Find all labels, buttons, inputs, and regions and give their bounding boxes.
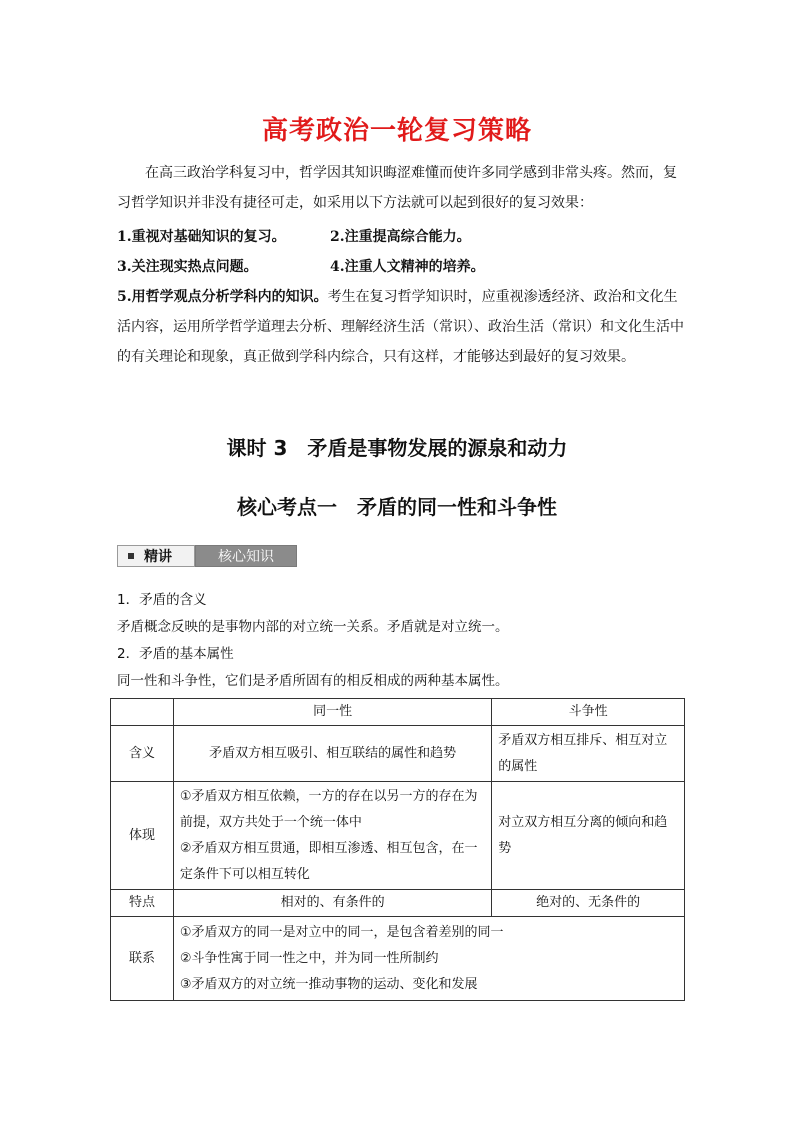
cell-relation: [173, 917, 684, 1001]
item-2-text: 同一性和斗争性，它们是矛盾所固有的相反相成的两种基本属性。: [117, 673, 509, 689]
cell-identity-meaning: 矛盾双方相互吸引、相互联结的属性和趋势: [173, 726, 491, 782]
point-5: [117, 282, 685, 372]
square-bullet-icon: [128, 553, 134, 559]
relation-line-1: ①矛盾双方的同一是对立中的同一，是包含着差别的同一: [179, 924, 504, 940]
point-4: 4.注重人文精神的培养。: [330, 259, 485, 275]
relation-line-3: ③矛盾双方的对立统一推动事物的运动、变化和发展: [179, 976, 478, 992]
cell-identity-manifestation: [173, 782, 491, 890]
table-row: [111, 782, 685, 890]
section-tag: [117, 545, 297, 567]
identity-manifestation-2: ②矛盾双方相互贯通，即相互渗透、相互包含，在一定条件下可以相互转化: [179, 840, 478, 882]
header-struggle: 斗争性: [492, 699, 685, 726]
lesson-title: 课时 3 矛盾是事物发展的源泉和动力: [226, 436, 568, 460]
row-label-relation: 联系: [111, 917, 174, 1001]
item-1-heading: 1．矛盾的含义: [117, 592, 207, 608]
cell-identity-feature: 相对的、有条件的: [173, 890, 491, 917]
row-label-feature: 特点: [111, 890, 174, 917]
item-2-heading: 2．矛盾的基本属性: [117, 646, 234, 662]
point-5-text: 考生在复习哲学知识时，应重视渗透经济、政治和文化生活内容，运用所学哲学道理去分析、理解经济生活（常识）、政治生活（常识）和文化生活中的有关理论和现象，真正做到学科内综合，只有这样，才能够达到最好的复习效果。: [117, 289, 684, 365]
intro-paragraph: 在高三政治学科复习中，哲学因其知识晦涩难懂而使许多同学感到非常头疼。然而，复习哲学知识并非没有捷径可走，如采用以下方法就可以起到很好的复习效果：: [117, 165, 677, 211]
header-identity: 同一性: [173, 699, 491, 726]
cell-struggle-manifestation: 对立双方相互分离的倾向和趋势: [492, 782, 685, 890]
section-title: 核心考点一 矛盾的同一性和斗争性: [237, 495, 557, 519]
item-1-text: 矛盾概念反映的是事物内部的对立统一关系。矛盾就是对立统一。: [117, 619, 509, 635]
cell-struggle-meaning: 矛盾双方相互排斥、相互对立的属性: [492, 726, 685, 782]
tag-jingjiang: 精讲: [117, 545, 195, 567]
point-5-heading: 5.用哲学观点分析学科内的知识。: [117, 289, 328, 305]
tag-core-knowledge: 核心知识: [195, 545, 297, 567]
identity-manifestation-1: ①矛盾双方相互依赖，一方的存在以另一方的存在为前提，双方共处于一个统一体中: [179, 788, 478, 830]
comparison-table: [110, 698, 685, 1001]
table-row: [111, 890, 685, 917]
page-title: 高考政治一轮复习策略: [261, 116, 532, 146]
point-2: 2.注重提高综合能力。: [330, 229, 471, 245]
relation-line-2: ②斗争性寓于同一性之中，并为同一性所制约: [179, 950, 439, 966]
row-label-meaning: 含义: [111, 726, 174, 782]
table-row: [111, 726, 685, 782]
header-empty: [111, 699, 174, 726]
cell-struggle-feature: 绝对的、无条件的: [492, 890, 685, 917]
table-header-row: [111, 699, 685, 726]
table-row: [111, 917, 685, 1001]
row-label-manifestation: 体现: [111, 782, 174, 890]
point-3: 3.关注现实热点问题。: [117, 259, 258, 275]
point-1: 1.重视对基础知识的复习。: [117, 229, 286, 245]
